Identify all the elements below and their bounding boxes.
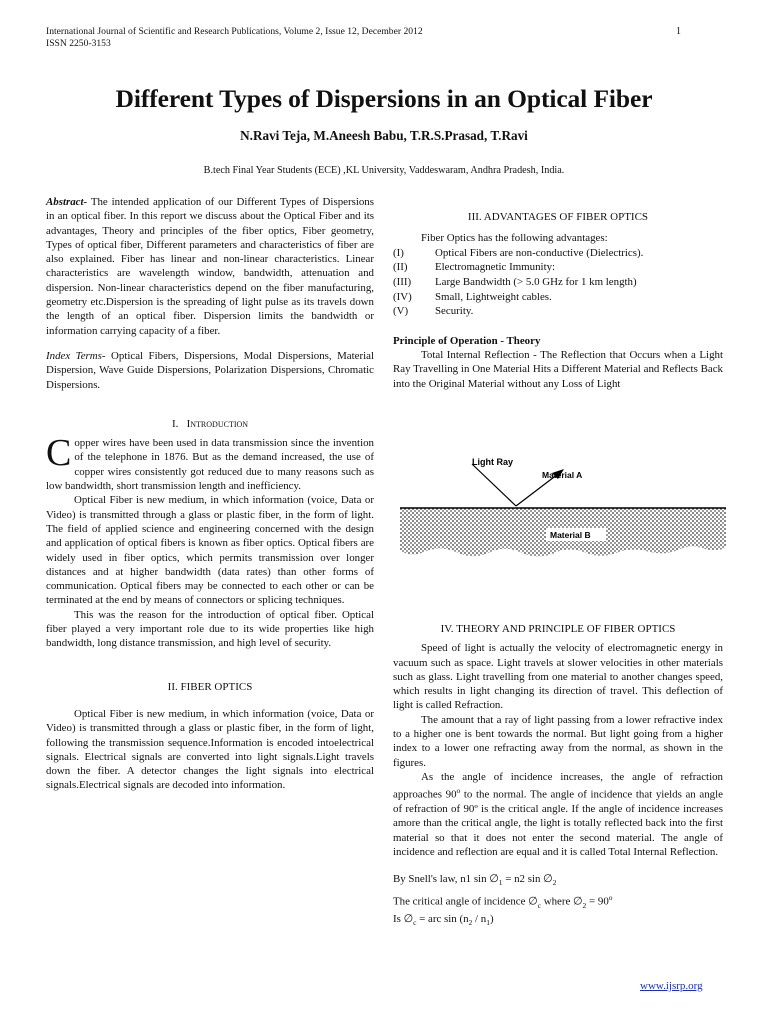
principle-paragraph: Total Internal Reflection - The Reflection that Occurs when a Light Ray Travelling in One Material Hits a Different Material and Reflects Back into the Original Material without any Loss of Light bbox=[393, 349, 723, 390]
list-item bbox=[393, 290, 723, 305]
list-item bbox=[393, 260, 723, 275]
section-heading-fiber-optics: II. FIBER OPTICS bbox=[167, 680, 253, 693]
journal-line: International Journal of Scientific and Research Publications, Volume 2, Issue 12, December 2012 bbox=[46, 26, 423, 37]
issn-line: ISSN 2250-3153 bbox=[46, 38, 111, 49]
advantages-intro: Fiber Optics has the following advantages: bbox=[421, 232, 608, 245]
theory-paragraph-3 bbox=[393, 770, 723, 859]
left-column bbox=[46, 195, 374, 793]
list-item bbox=[393, 246, 723, 261]
section-number: I. bbox=[171, 417, 179, 430]
section-title: Introduction bbox=[186, 417, 249, 430]
abstract-label: Abstract- bbox=[46, 196, 88, 208]
equation-text: where ∅ bbox=[541, 895, 583, 908]
list-item-text: Optical Fibers are non-conductive (Dielectrics). bbox=[435, 246, 644, 259]
equation-text: / n bbox=[472, 913, 487, 926]
author-list: N.Ravi Teja, M.Aneesh Babu, T.R.S.Prasad, T.Ravi bbox=[240, 128, 528, 143]
list-item bbox=[393, 275, 723, 290]
index-terms-label: Index Terms bbox=[46, 349, 102, 362]
list-item-text: Security. bbox=[435, 305, 474, 318]
section-heading-introduction bbox=[46, 417, 374, 431]
equation-subscript: 1 bbox=[486, 918, 490, 928]
section-heading-advantages: III. ADVANTAGES OF FIBER OPTICS bbox=[467, 211, 649, 223]
theory-text-3b: to the normal. The angle of incidence that yields an angle of refraction of 90º is the critical angle. If the angle of incidence increases amore than the critical angle, the light is totally reflected back into the first material so that it does not enter the second material. The angle of incidence and reflection are equal and it is called Total Internal Reflection. bbox=[393, 788, 723, 859]
list-item-number: (I) bbox=[393, 246, 404, 259]
page-number: 1 bbox=[676, 26, 681, 37]
equation-subscript: 2 bbox=[552, 878, 557, 888]
incident-ray bbox=[472, 464, 516, 506]
index-terms bbox=[46, 349, 374, 392]
critical-angle bbox=[393, 891, 723, 913]
equation-text: The critical angle of incidence ∅ bbox=[393, 895, 538, 908]
theory-paragraph-2: The amount that a ray of light passing from a lower refractive index to a higher one is bent towards the normal. But light going from a higher index to a lower one refracting away from the normal, as shown in the figures. bbox=[393, 713, 723, 769]
material-b-label: Material B bbox=[550, 530, 591, 540]
list-item-number: (III) bbox=[393, 276, 412, 289]
equation-subscript: 2 bbox=[582, 900, 587, 910]
theory-text-3a: As the angle of incidence increases, the angle of refraction approaches 90 bbox=[393, 770, 723, 801]
abstract bbox=[46, 195, 374, 338]
equation-text: = arc sin (n bbox=[416, 913, 469, 926]
affiliation: B.tech Final Year Students (ECE) ,KL University, Vaddeswaram, Andhra Pradesh, India. bbox=[203, 165, 565, 176]
intro-paragraph-1 bbox=[46, 432, 374, 493]
equation-text: Is ∅ bbox=[393, 913, 414, 926]
fiber-optics-paragraph: Optical Fiber is new medium, in which information (voice, Data or Video) is transmitted through a glass or plastic fiber, in the form of light, following the transmission sequence.Information is encoded intoelectrical signals. Electrical signals are converted into light signals.Light travels down the fiber. A detector changes the light signals into electrical signals.Electrical signals are decoded into information. bbox=[46, 707, 374, 792]
running-header bbox=[46, 26, 423, 50]
list-item-number: (II) bbox=[393, 261, 408, 274]
equation-text: By Snell's law, n1 sin ∅ bbox=[393, 873, 499, 886]
list-item-number: (IV) bbox=[393, 290, 412, 303]
light-ray-label: Light Ray bbox=[472, 457, 514, 467]
list-item bbox=[393, 304, 723, 319]
material-a-label: Material A bbox=[542, 470, 583, 480]
drop-cap: C bbox=[46, 432, 72, 475]
equation-subscript: c bbox=[413, 918, 417, 928]
abstract-text: The intended application of our Different Types of Dispersions in an optical fiber. In this report we discuss about the Optical Fiber and its advantages, Theory and principles of the fiber optics, Fiber geometry, Types of optical fiber, Different parameters and characteristics of fiber are also explained. Fiber has linear and non-linear characteristics. Linear characteristics are wavelength window, bandwidth, attenuation and dispersion. Non-linear characteristics depend on the fiber manufacturing, geometry etc.Dispersion is the spreading of light pulse as its travels down the length of an optical fiber. Dispersion limits the bandwidth or information carrying capacity of a fiber. bbox=[46, 196, 374, 337]
intro-paragraph-2: Optical Fiber is new medium, in which information (voice, Data or Video) is transmitted through a glass or plastic fiber, in the form of light. The field of applied science and engineering concerned with the design and application of optical fibers is known as fiber optics. Optical fibers are widely used in fiber optics, which permits transmission over longer distances and at higher bandwidth (data rates) than other forms of communication. Optical fibers may be connected to each other or can be terminated at the end by means of connectors or splicing techniques. bbox=[46, 494, 374, 607]
intro-paragraph-3: This was the reason for the introduction of optical fiber. Optical fiber played a very important role due to its wide properties like high bandwidth, long distance transmission, and high level of security. bbox=[46, 608, 374, 650]
total-internal-reflection-diagram bbox=[396, 448, 730, 598]
journal-website-link[interactable]: www.ijsrp.org bbox=[640, 980, 703, 992]
list-item-text: Large Bandwidth (> 5.0 GHz for 1 km length) bbox=[435, 276, 637, 289]
theory-section bbox=[393, 622, 723, 931]
equation-text: ) bbox=[489, 913, 494, 926]
list-item-number: (V) bbox=[393, 305, 409, 318]
arc-sin-formula bbox=[393, 912, 723, 930]
list-item-text: Small, Lightweight cables. bbox=[435, 290, 552, 303]
right-column bbox=[393, 210, 723, 391]
index-terms-text: - Optical Fibers, Dispersions, Modal Dispersions, Material Dispersion, Wave Guide Dispersions, Polarization Dispersions, Chromatic Dispersions. bbox=[46, 349, 375, 391]
equation-subscript: 2 bbox=[468, 918, 473, 928]
paper-title: Different Types of Dispersions in an Optical Fiber bbox=[115, 84, 653, 113]
equation-text: = n2 sin ∅ bbox=[502, 873, 553, 886]
principle-heading: Principle of Operation - Theory bbox=[393, 334, 541, 347]
snell-law bbox=[393, 872, 723, 890]
section-heading-theory: IV. THEORY AND PRINCIPLE OF FIBER OPTICS bbox=[440, 623, 676, 635]
intro-text-1: opper wires have been used in data transmission since the invention of the telephone in 1876. But as the demand increased, the use of copper wires consistently got reduced due to many reasons such as low bandwidth, short transmission length and inefficiency. bbox=[46, 437, 374, 493]
theory-paragraph-1: Speed of light is actually the velocity of electromagnetic energy in vacuum such as space. Light travels at slower velocities in other materials such as glass. Light travelling from one material to another changes speed, which results in light changing its direction of travel. This deflection of light is called Refraction. bbox=[393, 642, 723, 712]
degree-symbol: o bbox=[608, 892, 613, 902]
equation-text: = 90 bbox=[586, 895, 609, 908]
degree-symbol: o bbox=[456, 786, 461, 796]
equation-subscript: c bbox=[537, 900, 541, 910]
equation-subscript: 1 bbox=[498, 878, 503, 888]
advantages-list bbox=[393, 246, 723, 319]
list-item-text: Electromagnetic Immunity: bbox=[435, 261, 556, 274]
